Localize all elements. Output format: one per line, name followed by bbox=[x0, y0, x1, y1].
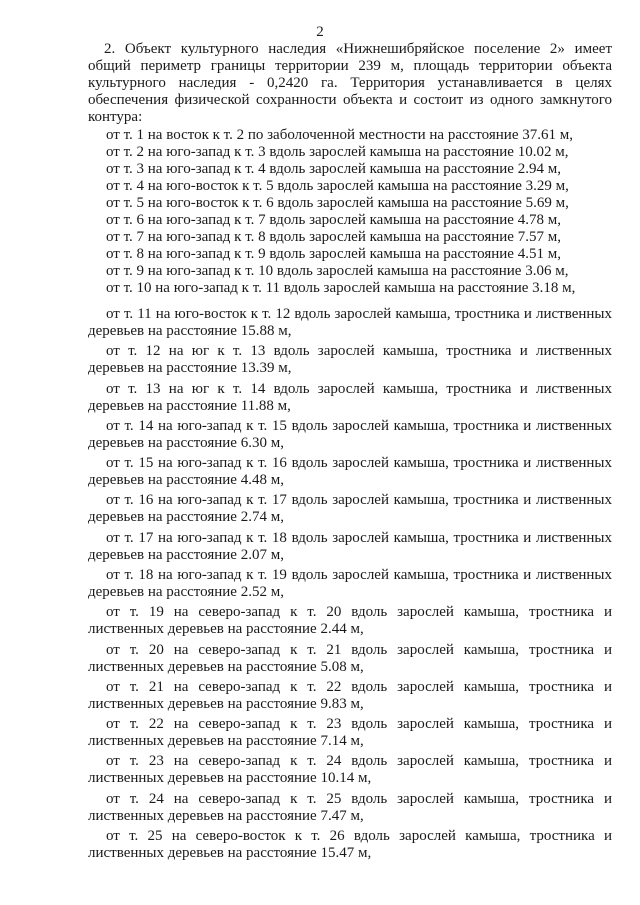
segment-item: от т. 6 на юго-запад к т. 7 вдоль зарослей камыша на расстояние 4.78 м, bbox=[106, 212, 561, 228]
segment-item: от т. 3 на юго-запад к т. 4 вдоль зарослей камыша на расстояние 2.94 м, bbox=[106, 161, 561, 177]
segment-item: от т. 19 на северо-запад к т. 20 вдоль зарослей камыша, тростника и лиственных деревьев на расстояние 2.44 м, bbox=[88, 604, 612, 638]
segment-item: от т. 9 на юго-запад к т. 10 вдоль зарослей камыша на расстояние 3.06 м, bbox=[106, 263, 569, 279]
boundary-segments-short bbox=[88, 127, 612, 297]
segment-item: от т. 1 на восток к т. 2 по заболоченной местности на расстояние 37.61 м, bbox=[106, 127, 573, 143]
segment-item: от т. 14 на юго-запад к т. 15 вдоль зарослей камыша, тростника и лиственных деревьев на расстояние 6.30 м, bbox=[88, 417, 612, 451]
segment-item: от т. 11 на юго-восток к т. 12 вдоль зарослей камыша, тростника и лиственных деревьев на расстояние 15.88 м, bbox=[88, 306, 612, 339]
segment-item: от т. 18 на юго-запад к т. 19 вдоль зарослей камыша, тростника и лиственных деревьев на расстояние 2.52 м, bbox=[88, 566, 612, 600]
segment-item: от т. 22 на северо-запад к т. 23 вдоль зарослей камыша, тростника и лиственных деревьев на расстояние 7.14 м, bbox=[88, 716, 612, 750]
segment-item: от т. 25 на северо-восток к т. 26 вдоль зарослей камыша, тростника и лиственных деревьев на расстояние 15.47 м, bbox=[88, 827, 612, 861]
segment-item: от т. 7 на юго-запад к т. 8 вдоль зарослей камыша на расстояние 7.57 м, bbox=[106, 229, 561, 245]
segment-item: от т. 17 на юго-запад к т. 18 вдоль зарослей камыша, тростника и лиственных деревьев на расстояние 2.07 м, bbox=[88, 529, 612, 563]
boundary-segments-long bbox=[88, 306, 612, 862]
segment-item: от т. 10 на юго-запад к т. 11 вдоль зарослей камыша на расстояние 3.18 м, bbox=[106, 280, 576, 296]
segment-item: от т. 8 на юго-запад к т. 9 вдоль зарослей камыша на расстояние 4.51 м, bbox=[106, 246, 561, 262]
segment-item: от т. 13 на юг к т. 14 вдоль зарослей камыша, тростника и лиственных деревьев на расстояние 11.88 м, bbox=[88, 380, 612, 414]
segment-item: от т. 2 на юго-запад к т. 3 вдоль зарослей камыша на расстояние 10.02 м, bbox=[106, 144, 569, 160]
segment-item: от т. 15 на юго-запад к т. 16 вдоль зарослей камыша, тростника и лиственных деревьев на расстояние 4.48 м, bbox=[88, 455, 612, 489]
segment-item: от т. 16 на юго-запад к т. 17 вдоль зарослей камыша, тростника и лиственных деревьев на расстояние 2.74 м, bbox=[88, 492, 612, 526]
segment-item: от т. 5 на юго-восток к т. 6 вдоль зарослей камыша на расстояние 5.69 м, bbox=[106, 195, 569, 211]
segment-item: от т. 4 на юго-восток к т. 5 вдоль зарослей камыша на расстояние 3.29 м, bbox=[106, 178, 569, 194]
intro-text: 2. Объект культурного наследия «Нижнешибряйское поселение 2» имеет общий периметр границы территории 239 м, площадь территории объекта культурного наследия - 0,2420 га. Территория устанавливается в целях обеспечения физической сохранности объекта и состоит из одного замкнутого контура: bbox=[88, 41, 612, 125]
segment-item: от т. 12 на юг к т. 13 вдоль зарослей камыша, тростника и лиственных деревьев на расстояние 13.39 м, bbox=[88, 343, 612, 377]
segment-item: от т. 24 на северо-запад к т. 25 вдоль зарослей камыша, тростника и лиственных деревьев на расстояние 7.47 м, bbox=[88, 790, 612, 824]
segment-item: от т. 20 на северо-запад к т. 21 вдоль зарослей камыша, тростника и лиственных деревьев на расстояние 5.08 м, bbox=[88, 641, 612, 675]
page-number: 2 bbox=[316, 24, 324, 40]
segment-item: от т. 23 на северо-запад к т. 24 вдоль зарослей камыша, тростника и лиственных деревьев на расстояние 10.14 м, bbox=[88, 753, 612, 787]
segment-item: от т. 21 на северо-запад к т. 22 вдоль зарослей камыша, тростника и лиственных деревьев на расстояние 9.83 м, bbox=[88, 678, 612, 712]
intro-paragraph bbox=[88, 41, 612, 126]
